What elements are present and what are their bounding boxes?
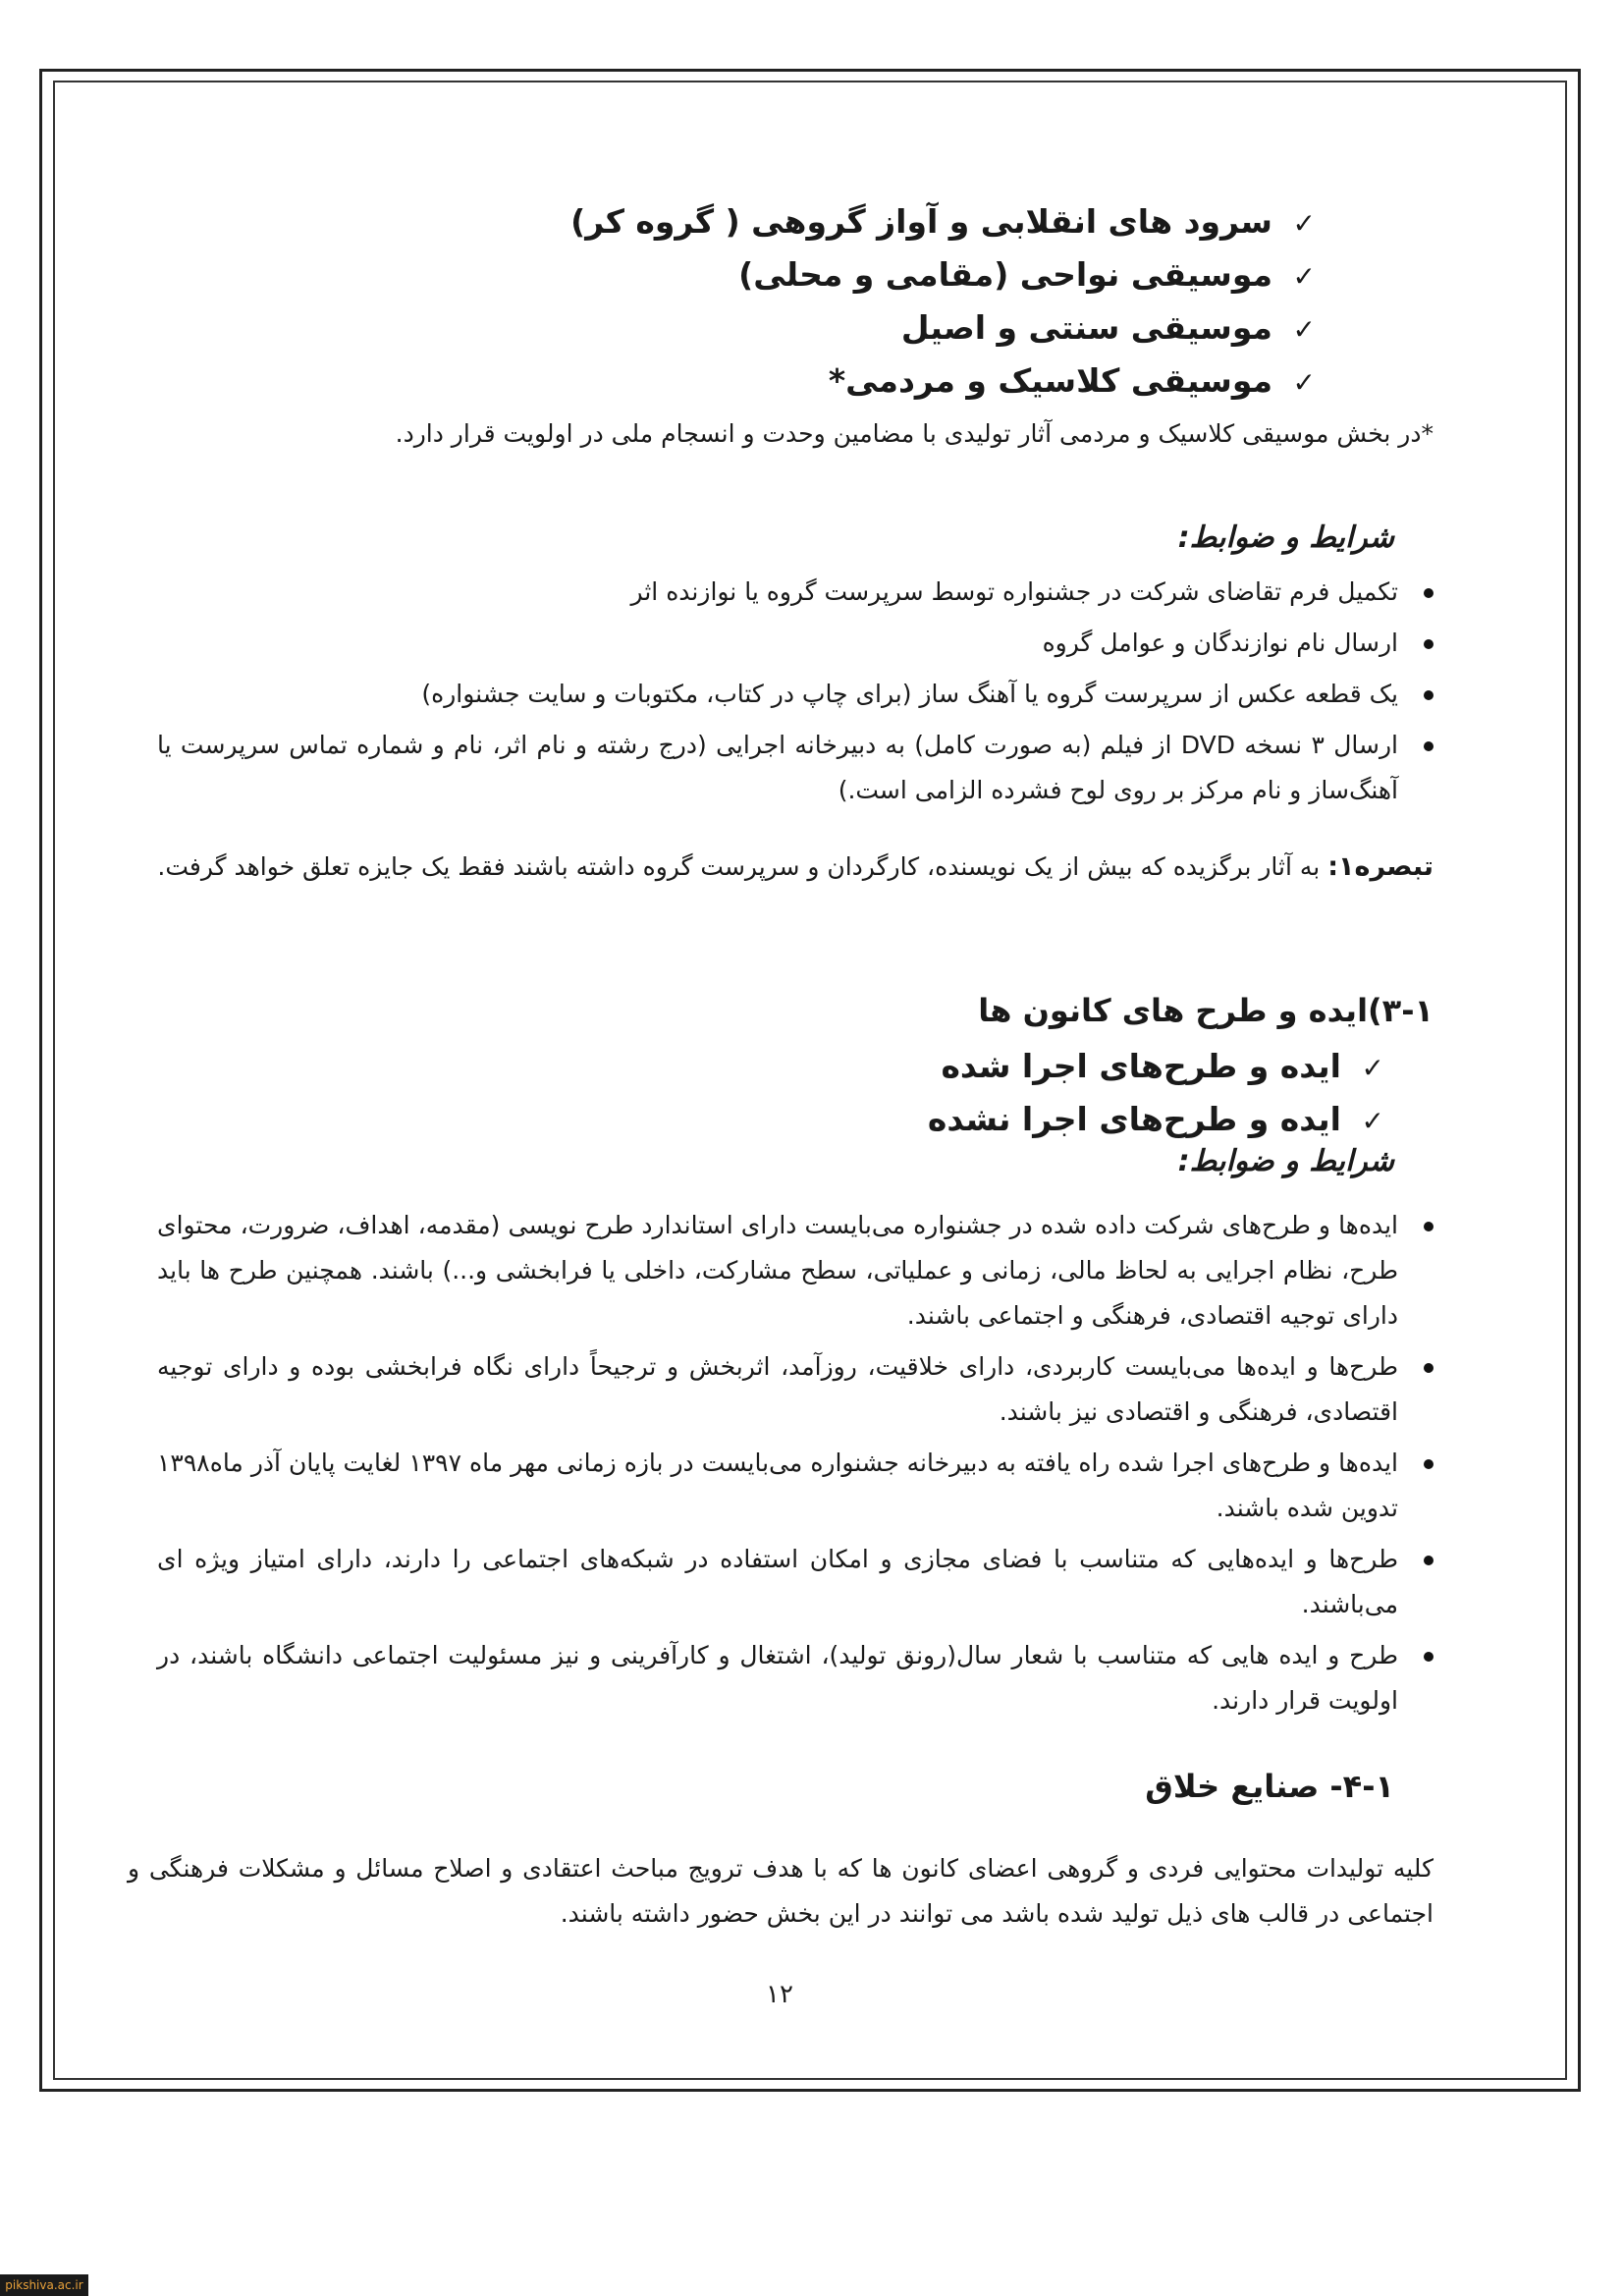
list-item: طرح و ایده هایی که متناسب با شعار سال(رونق تولید)، اشتغال و کارآفرینی و نیز مسئولیت اجتماعی دانشگاه باشند، در اولویت قرار دارند. [157,1633,1434,1723]
conditions-heading: شرایط و ضوابط: [1177,520,1394,555]
note-paragraph [157,845,1434,890]
list-item: طرح‌ها و ایده‌هایی که متناسب با فضای مجازی و امکان استفاده در شبکه‌های اجتماعی را دارند، دارای امتیاز ویژه ای می‌باشند. [157,1537,1434,1627]
checklist-item: ✓موسیقی کلاسیک و مردمی* [570,355,1316,409]
list-item: یک قطعه عکس از سرپرست گروه یا آهنگ ساز (برای چاپ در کتاب، مکتوبات و سایت جشنواره) [157,672,1434,717]
check-icon: ✓ [1292,313,1316,346]
conditions-heading: شرایط و ضوابط: [1177,1144,1394,1178]
checklist-item: ✓سرود های انقلابی و آواز گروهی ( گروه کر) [570,196,1316,249]
checklist-item: ✓موسیقی نواحی (مقامی و محلی) [570,249,1316,302]
bullet-icon [1424,1363,1434,1373]
checklist-item: ✓ایده و طرح‌های اجرا نشده [928,1094,1384,1147]
conditions-list [157,1203,1434,1729]
music-checklist [570,196,1316,409]
list-item: طرح‌ها و ایده‌ها می‌بایست کاربردی، دارای خلاقیت، روزآمد، اثربخش و ترجیحاً دارای نگاه فرابخشی بوده و دارای توجیه اقتصادی، فرهنگی و اقتصادی نیز باشند. [157,1344,1434,1435]
section-paragraph: کلیه تولیدات محتوایی فردی و گروهی اعضای کانون ها که با هدف ترویج مباحث اعتقادی و اصلاح مسائل و مشکلات فرهنگی و اجتماعی در قالب های ذیل تولید شده باشد می توانند در این بخش حضور داشته باشند. [128,1854,1434,1928]
check-icon: ✓ [1292,366,1316,399]
section-heading: ۴-۱- صنایع خلاق [1145,1768,1394,1805]
music-note: *در بخش موسیقی کلاسیک و مردمی آثار تولیدی با مضامین وحدت و انسجام ملی در اولویت قرار دارد. [395,419,1434,448]
bullet-icon [1424,1459,1434,1469]
section-heading: ۳-۱)ایده و طرح های کانون ها [978,992,1434,1029]
note-text: به آثار برگزیده که بیش از یک نویسنده، کارگردان و سرپرست گروه داشته باشند فقط یک جایزه تعلق خواهد گرفت. [157,852,1328,881]
list-item: ارسال ۳ نسخه DVD از فیلم (به صورت کامل) به دبیرخانه اجرایی (درج رشته و نام اثر، نام و شماره تماس سرپرست یا آهنگ‌ساز و نام مرکز بر روی لوح فشرده الزامی است.) [157,723,1434,813]
bullet-icon [1424,639,1434,649]
check-icon: ✓ [1292,260,1316,293]
conditions-list [157,570,1434,819]
bullet-icon [1424,588,1434,598]
bullet-icon [1424,1652,1434,1662]
check-icon: ✓ [1361,1105,1384,1137]
checklist-item: ✓ایده و طرح‌های اجرا شده [928,1041,1384,1094]
list-item: ایده‌ها و طرح‌های شرکت داده شده در جشنواره می‌بایست دارای استاندارد طرح نویسی (مقدمه، اهداف، ضرورت، محتوای طرح، نظام اجرایی به لحاظ مالی، زمانی و عملیاتی، سطح مشارکت، داخلی یا فرابخشی و...) باشند. همچنین طرح ها باید دارای توجیه اقتصادی، فرهنگی و اجتماعی باشند. [157,1203,1434,1339]
checklist-item: ✓موسیقی سنتی و اصیل [570,302,1316,355]
ideas-checklist [928,1041,1384,1147]
check-icon: ✓ [1292,207,1316,240]
page-number: ۱۲ [766,1980,793,2009]
list-item: تکمیل فرم تقاضای شرکت در جشنواره توسط سرپرست گروه یا نوازنده اثر [157,570,1434,615]
list-item: ایده‌ها و طرح‌های اجرا شده راه یافته به دبیرخانه جشنواره می‌بایست در بازه زمانی مهر ماه ۱۳۹۷ لغایت پایان آذر ماه۱۳۹۸ تدوین شده باشند. [157,1441,1434,1531]
site-logo: pikshiva.ac.ir [0,2274,88,2296]
bullet-icon [1424,690,1434,700]
check-icon: ✓ [1361,1052,1384,1084]
bullet-icon [1424,1222,1434,1231]
note-label: تبصره۱: [1327,851,1434,882]
bullet-icon [1424,1556,1434,1565]
bullet-icon [1424,741,1434,751]
list-item: ارسال نام نوازندگان و عوامل گروه [157,621,1434,666]
